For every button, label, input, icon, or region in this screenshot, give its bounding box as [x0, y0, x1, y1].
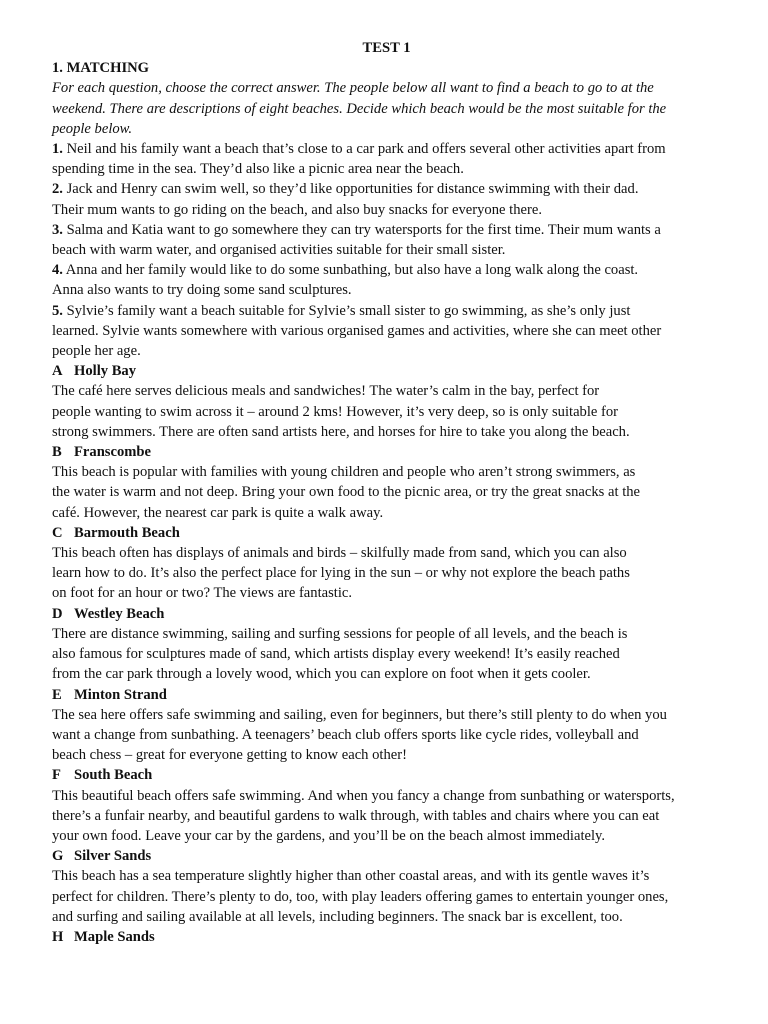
- beach-heading-f: [52, 765, 717, 785]
- beach-heading-c: [52, 523, 717, 543]
- question-line: [52, 139, 717, 159]
- beach-heading-d: [52, 604, 717, 624]
- beach-letter: G: [52, 848, 64, 865]
- beach-line: people wanting to swim across it – around 2 kms! However, it’s very deep, so is only suitable for: [52, 403, 619, 420]
- beach-heading-a: [52, 361, 717, 381]
- beach-line: The sea here offers safe swimming and sailing, even for beginners, but there’s still plenty to do when you: [52, 706, 667, 723]
- beach-line: learn how to do. It’s also the perfect place for lying in the sun – or why not explore the beach paths: [52, 565, 630, 582]
- question-number: 3.: [52, 221, 63, 238]
- beach-line: the water is warm and not deep. Bring your own food to the picnic area, or try the great snacks at the: [52, 484, 641, 501]
- beach-description-f: [52, 786, 717, 847]
- question-text: Jack and Henry can swim well, so they’d like opportunities for distance swimming with their dad.: [62, 181, 639, 198]
- beach-letter: B: [52, 444, 62, 461]
- section-heading: 1. MATCHING: [52, 60, 150, 77]
- question-line: [52, 301, 717, 321]
- beach-line: there’s a funfair nearby, and beautiful gardens to walk through, with tables and chairs where you can eat: [52, 807, 660, 824]
- beach-name: Holly Bay: [74, 363, 137, 380]
- beach-heading-g: [52, 846, 717, 866]
- beach-name: Westley Beach: [74, 605, 165, 622]
- beach-line: from the car park through a lovely wood, which you can explore on foot when it gets cooler.: [52, 666, 591, 683]
- question-5: [52, 301, 717, 362]
- beach-name: Barmouth Beach: [74, 524, 180, 541]
- instructions-line: people below.: [52, 120, 132, 137]
- beach-line: The café here serves delicious meals and sandwiches! The water’s calm in the bay, perfect for: [52, 383, 600, 400]
- question-text: Anna and her family would like to do some sunbathing, but also have a long walk along the coast.: [62, 262, 639, 279]
- beach-letter: A: [52, 363, 63, 380]
- beach-name: Minton Strand: [74, 686, 167, 703]
- question-text: Salma and Katia want to go somewhere they can try watersports for the first time. Their mum wants a: [62, 221, 661, 238]
- question-number: 4.: [52, 262, 63, 279]
- question-line: Anna also wants to try doing some sand sculptures.: [52, 282, 352, 299]
- beach-description-b: [52, 462, 717, 523]
- question-line: learned. Sylvie wants somewhere with various organised games and activities, where she can meet other: [52, 322, 662, 339]
- question-text: Neil and his family want a beach that’s close to a car park and offers several other activities apart from: [62, 141, 666, 158]
- beach-line: perfect for children. There’s plenty to do, too, with play leaders offering games to entertain younger ones,: [52, 888, 669, 905]
- question-3: [52, 220, 717, 260]
- beach-line: This beautiful beach offers safe swimming. And when you fancy a change from sunbathing or watersports,: [52, 787, 675, 804]
- beach-heading-h: [52, 927, 717, 947]
- beach-description-g: [52, 866, 717, 927]
- beach-letter: H: [52, 928, 64, 945]
- question-line: [52, 179, 717, 199]
- beach-letter: C: [52, 524, 63, 541]
- beach-line: There are distance swimming, sailing and surfing sessions for people of all levels, and the beach is: [52, 625, 628, 642]
- beach-heading-b: [52, 442, 717, 462]
- question-line: [52, 260, 717, 280]
- beach-name: Franscombe: [74, 444, 152, 461]
- beach-letter: F: [52, 767, 61, 784]
- beach-description-e: [52, 705, 717, 766]
- beach-line: This beach is popular with families with young children and people who aren’t strong swimmers, as: [52, 464, 636, 481]
- beach-line: on foot for an hour or two? The views are fantastic.: [52, 585, 353, 602]
- question-line: beach with warm water, and organised activities suitable for their small sister.: [52, 242, 506, 259]
- beach-letter: D: [52, 605, 63, 622]
- question-line: Their mum wants to go riding on the beach, and also buy snacks for everyone there.: [52, 201, 542, 218]
- beach-line: strong swimmers. There are often sand artists here, and horses for hire to take you along the beach.: [52, 423, 630, 440]
- beach-line: This beach often has displays of animals and birds – skilfully made from sand, which you can also: [52, 545, 627, 562]
- question-1: [52, 139, 717, 179]
- beach-line: want a change from sunbathing. A teenagers’ beach club offers sports like cycle rides, volleyball and: [52, 726, 639, 743]
- question-2: [52, 179, 717, 219]
- question-number: 5.: [52, 302, 63, 319]
- beach-description-d: [52, 624, 717, 685]
- instructions: [52, 78, 717, 139]
- test-title: TEST 1: [362, 40, 411, 56]
- question-number: 1.: [52, 141, 63, 158]
- beach-name: South Beach: [74, 767, 153, 784]
- question-line: spending time in the sea. They’d also like a picnic area near the beach.: [52, 161, 464, 178]
- beach-line: and surfing and sailing available at all levels, including beginners. The snack bar is excellent, too.: [52, 908, 623, 925]
- beach-description-c: [52, 543, 717, 604]
- beach-line: also famous for sculptures made of sand, which artists display every weekend! It’s easily reached: [52, 646, 620, 663]
- beach-line: your own food. Leave your car by the gardens, and you’ll be on the beach almost immediately.: [52, 827, 606, 844]
- beach-letter: E: [52, 686, 62, 703]
- beach-line: This beach has a sea temperature slightly higher than other coastal areas, and with its gentle waves it’s: [52, 868, 650, 885]
- beach-description-a: [52, 381, 717, 442]
- instructions-line: weekend. There are descriptions of eight beaches. Decide which beach would be the most suitable for the: [52, 100, 667, 117]
- question-line: people her age.: [52, 343, 141, 360]
- beach-line: café. However, the nearest car park is quite a walk away.: [52, 504, 384, 521]
- beach-name: Silver Sands: [74, 848, 152, 865]
- beach-heading-e: [52, 685, 717, 705]
- beach-line: beach chess – great for everyone getting to know each other!: [52, 747, 407, 764]
- question-line: [52, 220, 717, 240]
- instructions-line: For each question, choose the correct answer. The people below all want to find a beach to go to at the: [52, 80, 654, 97]
- question-4: [52, 260, 717, 300]
- question-text: Sylvie’s family want a beach suitable for Sylvie’s small sister to go swimming, as she’s only just: [62, 302, 631, 319]
- document-page: [52, 38, 717, 947]
- beach-name: Maple Sands: [74, 928, 155, 945]
- question-number: 2.: [52, 181, 63, 198]
